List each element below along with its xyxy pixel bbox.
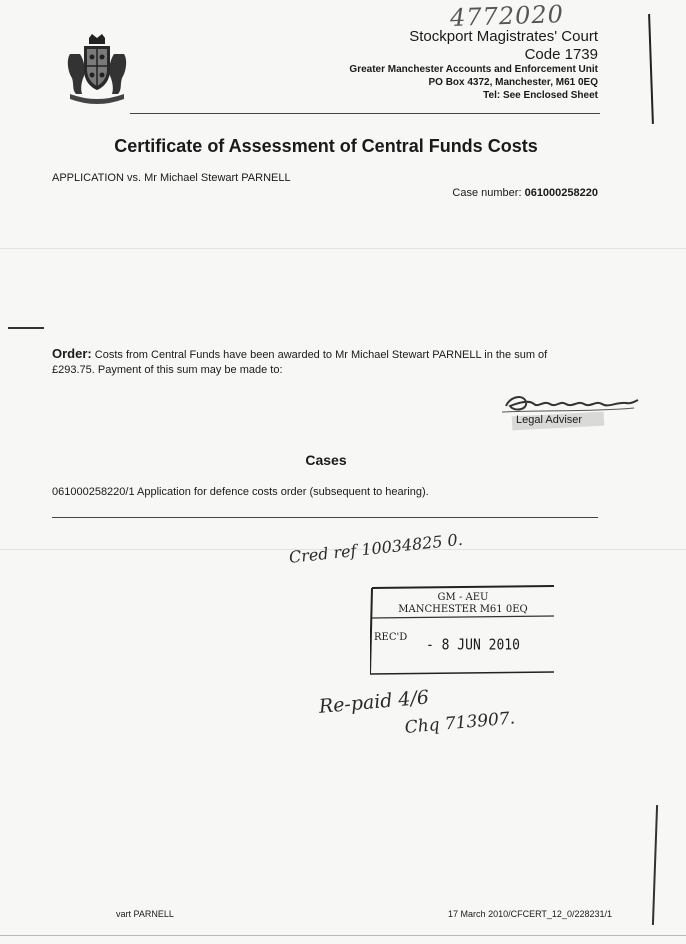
handwritten-reference-top: 4772020 bbox=[449, 0, 565, 32]
stamp-received-date: - 8 JUN 2010 bbox=[426, 636, 520, 655]
application-line: APPLICATION vs. Mr Michael Stewart PARNELL bbox=[52, 172, 291, 184]
case-number-value: 061000258220 bbox=[524, 187, 598, 199]
footer-right: 17 March 2010/CFCERT_12_0/228231/1 bbox=[448, 909, 612, 919]
stamp-received-label: REC'D bbox=[374, 632, 408, 643]
court-telephone: Tel: See Enclosed Sheet bbox=[483, 90, 598, 101]
stamp-line2: MANCHESTER M61 0EQ bbox=[398, 604, 528, 615]
order-text-line2: £293.75. Payment of this sum may be made to: bbox=[52, 364, 283, 376]
handwritten-credit-reference: Cred ref 10034825 0. bbox=[288, 529, 464, 567]
footer-left: vart PARNELL bbox=[116, 909, 174, 919]
handwritten-repaid-note: Re-paid 4/6 bbox=[318, 686, 430, 718]
header-divider bbox=[130, 113, 600, 114]
order-paragraph bbox=[52, 346, 612, 378]
edge-line-bottom-right bbox=[652, 805, 658, 925]
court-address: PO Box 4372, Manchester, M61 0EQ bbox=[428, 77, 598, 88]
cases-heading: Cases bbox=[305, 452, 347, 468]
handwritten-cheque-note: Chq 713907. bbox=[404, 708, 516, 738]
hole-punch-mark bbox=[8, 327, 44, 329]
cases-divider bbox=[52, 517, 598, 518]
case-number-label: Case number: bbox=[452, 187, 522, 199]
signature-role: Legal Adviser bbox=[516, 414, 583, 426]
stamp-line1: GM - AEU bbox=[437, 592, 489, 603]
court-code: Code 1739 bbox=[524, 46, 598, 63]
case-entry: 061000258220/1 Application for defence costs order (subsequent to hearing). bbox=[52, 486, 429, 498]
fold-line-upper bbox=[0, 248, 686, 249]
court-unit: Greater Manchester Accounts and Enforcement Unit bbox=[349, 64, 598, 75]
royal-crest-icon bbox=[62, 32, 132, 104]
case-number-line bbox=[452, 187, 598, 199]
edge-line-top-right bbox=[648, 14, 654, 124]
received-stamp bbox=[370, 584, 556, 676]
court-name: Stockport Magistrates' Court bbox=[409, 28, 598, 45]
document-title: Certificate of Assessment of Central Funds Costs bbox=[114, 136, 538, 156]
order-text-line1: Costs from Central Funds have been awarded to Mr Michael Stewart PARNELL in the sum of bbox=[94, 349, 548, 361]
bottom-edge bbox=[0, 935, 686, 936]
order-label: Order: bbox=[52, 346, 92, 361]
